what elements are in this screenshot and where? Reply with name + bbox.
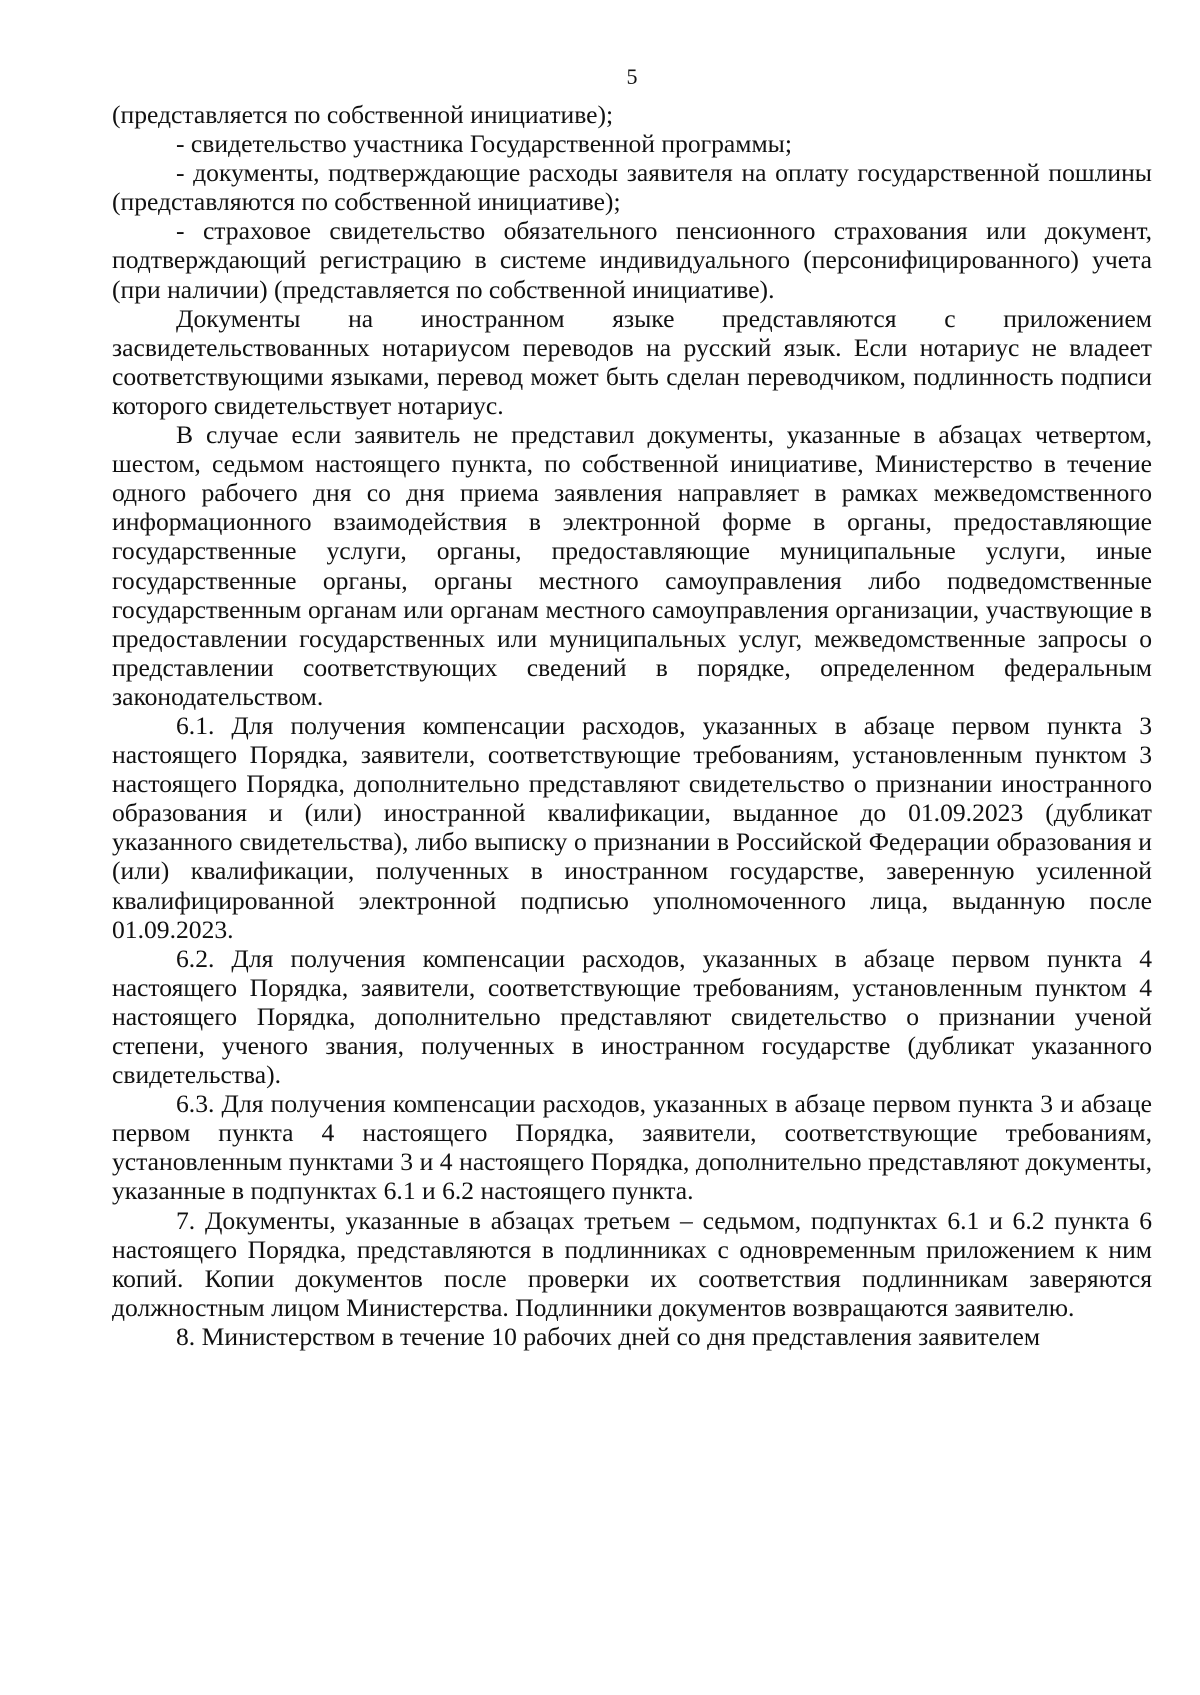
page-number: 5	[626, 64, 638, 89]
paragraph-interagency-requests: В случае если заявитель не представил документы, указанные в абзацах четвертом, шестом, седьмом настоящего пункта, по собственной инициативе, Министерство в течение одного рабочего дня со дня приема заявления направляет в рамках межведомственного информационного взаимодействия в электронной форме в органы, предоставляющие государственные услуги, органы, предоставляющие муниципальные услуги, иные государственные органы, органы местного самоуправления либо подведомственные государственным органам или органам местного самоуправления организации, участвующие в предоставлении государственных или муниципальных услуг, межведомственные запросы о представлении соответствующих сведений в порядке, определенном федеральным законодательством.	[112, 420, 1152, 711]
clause-8: 8. Министерством в течение 10 рабочих дней со дня представления заявителем	[176, 1321, 1041, 1351]
paragraph-foreign-documents: Документы на иностранном языке представляются с приложением засвидетельствованных нотариусом переводов на русский язык. Если нотариус не владеет соответствующими языками, перевод может быть сделан переводчиком, подлинность подписи которого свидетельствует нотариус.	[112, 303, 1152, 420]
clause-7: 7. Документы, указанные в абзацах третьем – седьмом, подпунктах 6.1 и 6.2 пункта 6 настоящего Порядка, представляются в подлинниках с одновременным приложением к ним копий. Копии документов после проверки их соответствия подлинникам заверяются должностным лицом Министерства. Подлинники документов возвращаются заявителю.	[112, 1205, 1152, 1322]
clause-6-1: 6.1. Для получения компенсации расходов, указанных в абзаце первом пункта 3 настоящего Порядка, заявители, соответствующие требованиям, установленным пунктом 3 настоящего Порядка, дополнительно представляют свидетельство о признании иностранного образования и (или) иностранной квалификации, выданное до 01.09.2023 (дубликат указанного свидетельства), либо выписку о признании в Российской Федерации образования и (или) квалификации, полученных в иностранном государстве, заверенную усиленной квалифицированной электронной подписью уполномоченного лица, выданную после 01.09.2023.	[112, 710, 1152, 944]
list-item-pension-certificate: - страховое свидетельство обязательного пенсионного страхования или документ, подтверждающий регистрацию в системе индивидуального (персонифицированного) учета (при наличии) (представляется по собственной инициативе).	[112, 216, 1152, 304]
document-page	[112, 64, 1152, 1351]
clause-6-2: 6.2. Для получения компенсации расходов, указанных в абзаце первом пункта 4 настоящего Порядка, заявители, соответствующие требованиям, установленным пунктом 4 настоящего Порядка, дополнительно представляют свидетельство о признании ученой степени, ученого звания, полученных в иностранном государстве (дубликат указанного свидетельства).	[112, 943, 1152, 1090]
paragraph-continuation: (представляется по собственной инициативе);	[112, 100, 614, 129]
list-item-state-fee-documents: - документы, подтверждающие расходы заявителя на оплату государственной пошлины (представляются по собственной инициативе);	[112, 158, 1152, 217]
clause-6-3: 6.3. Для получения компенсации расходов, указанных в абзаце первом пункта 3 и абзаце первом пункта 4 настоящего Порядка, заявители, соответствующие требованиям, установленным пунктами 3 и 4 настоящего Порядка, дополнительно представляют документы, указанные в подпунктах 6.1 и 6.2 настоящего пункта.	[112, 1089, 1152, 1206]
list-item-program-certificate: - свидетельство участника Государственной программы;	[176, 129, 792, 159]
